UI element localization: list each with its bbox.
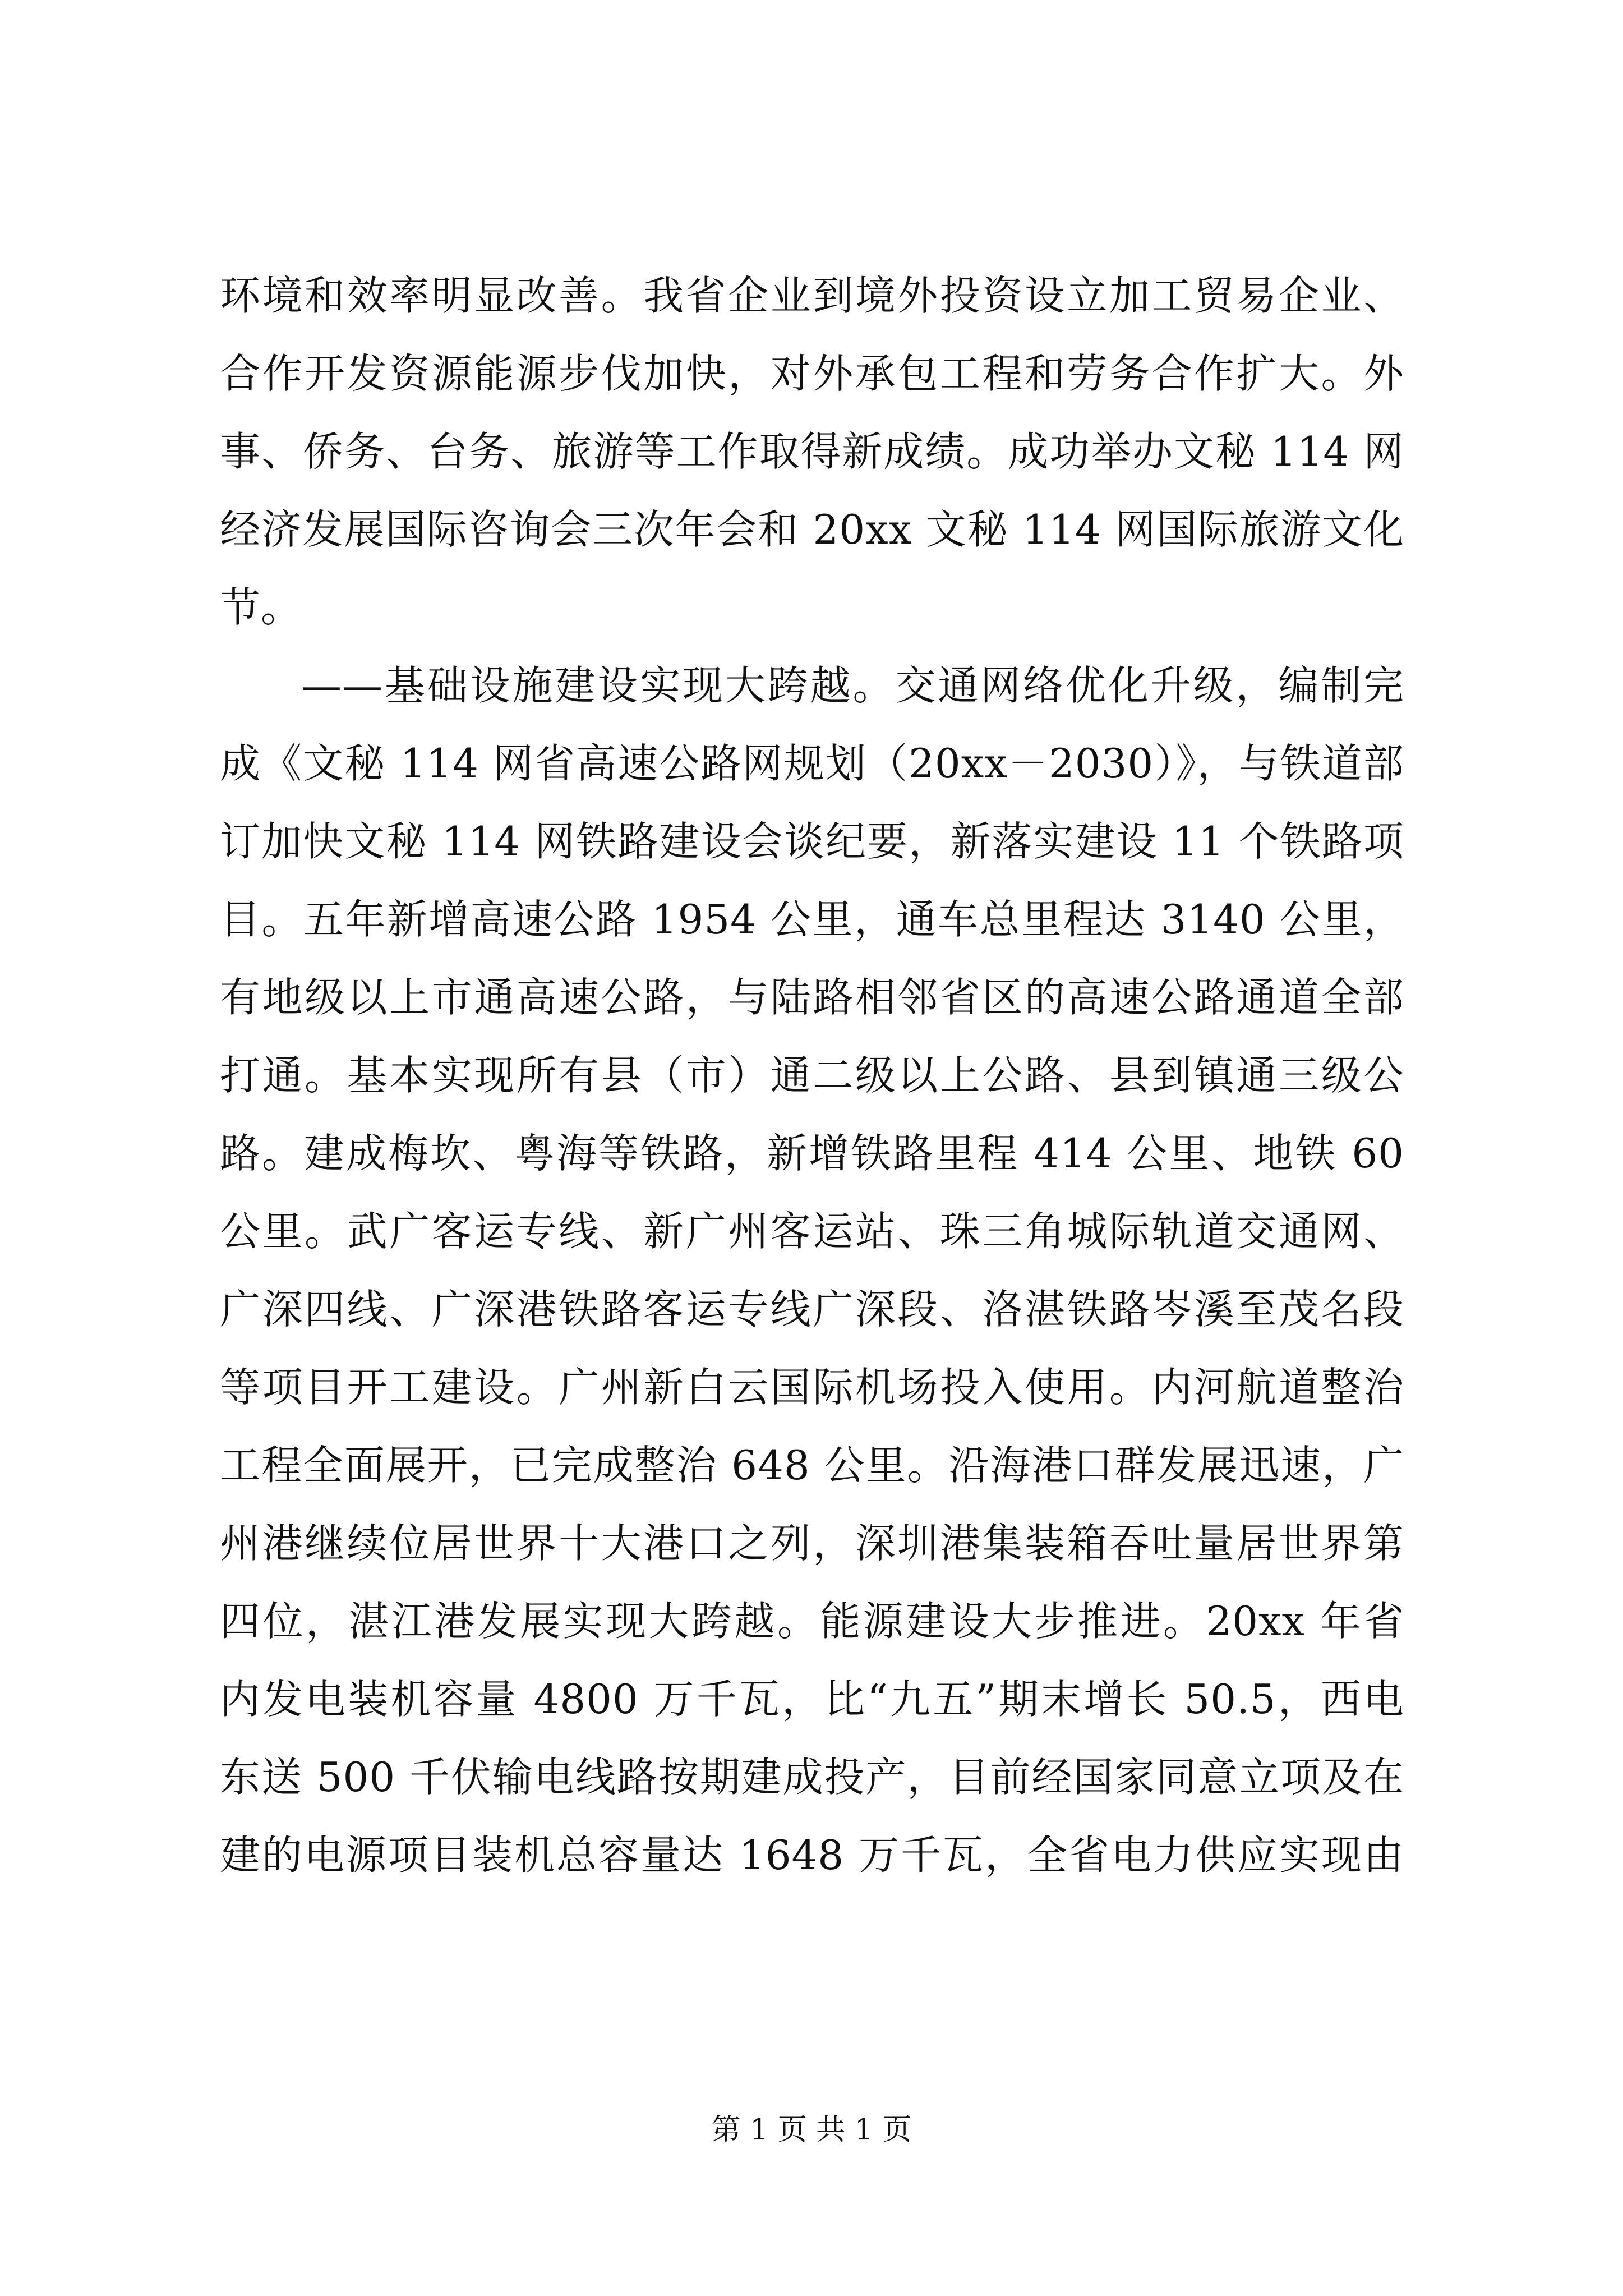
text-line: 广深四线、广深港铁路客运专线广深段、洛湛铁路岑溪至茂名段 [220,1286,1404,1333]
text-line: 打通。基本实现所有县（市）通二级以上公路、县到镇通三级公 [220,1052,1404,1099]
text-line: 公里。武广客运专线、新广州客运站、珠三角城际轨道交通网、 [220,1208,1404,1255]
paragraph-first-line: ——基础设施建设实现大跨越。交通网络优化升级，编制完 [301,662,1404,709]
text-line: 合作开发资源能源步伐加快，对外承包工程和劳务合作扩大。外 [220,350,1404,397]
text-line: 节。 [220,584,302,631]
text-line: 环境和效率明显改善。我省企业到境外投资设立加工贸易企业、 [220,272,1404,319]
text-line: 等项目开工建设。广州新白云国际机场投入使用。内河航道整治 [220,1364,1404,1411]
body-text [220,257,1404,1894]
text-line: 经济发展国际咨询会三次年会和 20xx 文秘 114 网国际旅游文化 [220,506,1404,553]
text-line: 事、侨务、台务、旅游等工作取得新成绩。成功举办文秘 114 网 [220,428,1404,475]
text-line: 建的电源项目装机总容量达 1648 万千瓦，全省电力供应实现由 [220,1832,1404,1879]
text-line: 订加快文秘 114 网铁路建设会谈纪要，新落实建设 11 个铁路项 [220,818,1404,865]
text-line: 东送 500 千伏输电线路按期建成投产，目前经国家同意立项及在 [220,1754,1404,1801]
text-line: 目。五年新增高速公路 1954 公里，通车总里程达 3140 公里， [220,896,1404,943]
text-line: 有地级以上市通高速公路，与陆路相邻省区的高速公路通道全部 [220,974,1404,1021]
text-line: 州港继续位居世界十大港口之列，深圳港集装箱吞吐量居世界第 [220,1520,1404,1567]
page-number-footer: 第 1 页 共 1 页 [711,2113,912,2147]
text-line: 路。建成梅坎、粤海等铁路，新增铁路里程 414 公里、地铁 60 [220,1130,1404,1177]
text-line: 成《文秘 114 网省高速公路网规划（20xx－2030）》，与铁道部 [220,740,1404,787]
text-line: 工程全面展开，已完成整治 648 公里。沿海港口群发展迅速，广 [220,1442,1404,1489]
text-line: 四位，湛江港发展实现大跨越。能源建设大步推进。20xx 年省 [220,1598,1404,1645]
text-line: 内发电装机容量 4800 万千瓦，比“九五”期末增长 50.5，西电 [220,1676,1404,1723]
